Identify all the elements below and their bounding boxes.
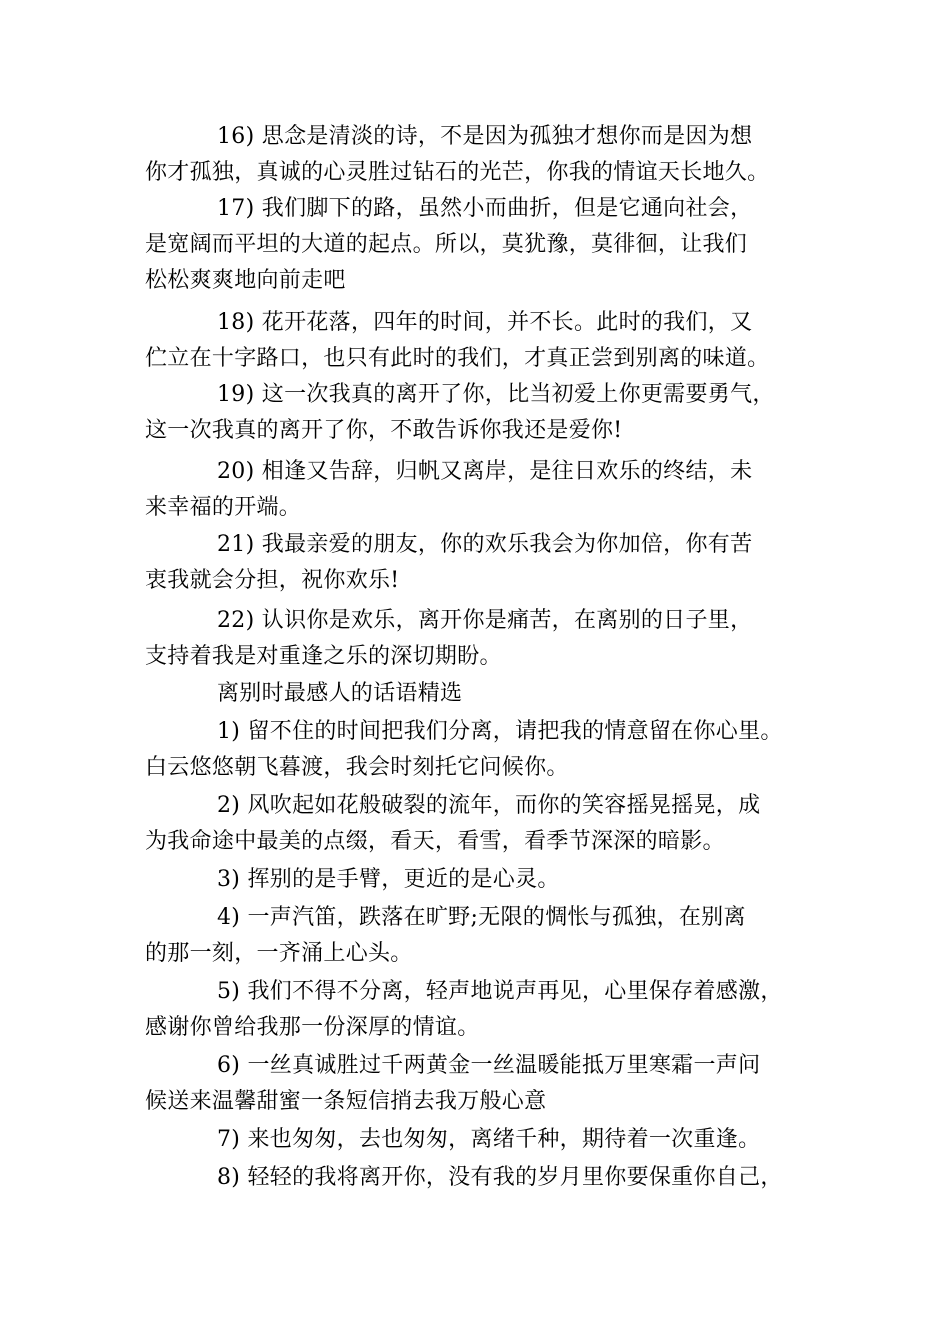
- text-line: 17) 我们脚下的路，虽然小而曲折，但是它通向社会，: [217, 196, 753, 221]
- text-line: 2) 风吹起如花般破裂的流年，而你的笑容摇晃摇晃，成: [217, 793, 761, 818]
- text-line: 衷我就会分担，祝你欢乐!: [145, 568, 400, 593]
- text-line: 白云悠悠朝飞暮渡，我会时刻托它问候你。: [145, 755, 569, 780]
- text-line: 松松爽爽地向前走吧: [145, 268, 346, 293]
- text-line: 21) 我最亲爱的朋友，你的欢乐我会为你加倍，你有苦: [217, 532, 753, 557]
- text-line: 这一次我真的离开了你，不敢告诉你我还是爱你!: [145, 418, 623, 443]
- text-line: 19) 这一次我真的离开了你，比当初爱上你更需要勇气，: [217, 382, 775, 407]
- text-line: 7) 来也匆匆，去也匆匆，离绪千种，期待着一次重逢。: [217, 1127, 761, 1152]
- text-line: 支持着我是对重逢之乐的深切期盼。: [145, 644, 502, 669]
- text-line: 为我命途中最美的点缀，看天，看雪，看季节深深的暗影。: [145, 829, 725, 854]
- text-line: 来幸福的开端。: [145, 495, 302, 520]
- text-line: 22) 认识你是欢乐，离开你是痛苦，在离别的日子里，: [217, 608, 753, 633]
- section-heading: 离别时最感人的话语精选: [217, 681, 463, 706]
- text-line: 1) 留不住的时间把我们分离，请把我的情意留在你心里。: [217, 719, 783, 744]
- text-line: 的那一刻，一齐涌上心头。: [145, 941, 413, 966]
- text-line: 20) 相逢又告辞，归帆又离岸，是往日欢乐的终结，未: [217, 459, 753, 484]
- text-line: 5) 我们不得不分离，轻声地说声再见，心里保存着感激，: [217, 979, 783, 1004]
- text-line: 4) 一声汽笛，跌落在旷野;无限的惆怅与孤独，在别离: [217, 905, 746, 930]
- text-line: 3) 挥别的是手臂，更近的是心灵。: [217, 867, 560, 892]
- text-line: 你才孤独，真诚的心灵胜过钻石的光芒，你我的情谊天长地久。: [145, 160, 770, 185]
- text-line: 是宽阔而平坦的大道的起点。所以，莫犹豫，莫徘徊，让我们: [145, 232, 748, 257]
- text-line: 18) 花开花落，四年的时间，并不长。此时的我们，又: [217, 310, 753, 335]
- text-line: 6) 一丝真诚胜过千两黄金一丝温暖能抵万里寒霜一声问: [217, 1053, 761, 1078]
- text-line: 伫立在十字路口，也只有此时的我们，才真正尝到别离的味道。: [145, 346, 770, 371]
- text-line: 16) 思念是清淡的诗，不是因为孤独才想你而是因为想: [217, 124, 753, 149]
- text-line: 候送来温馨甜蜜一条短信捎去我万般心意: [145, 1089, 547, 1114]
- text-line: 感谢你曾给我那一份深厚的情谊。: [145, 1015, 480, 1040]
- text-line: 8) 轻轻的我将离开你，没有我的岁月里你要保重你自己，: [217, 1165, 783, 1190]
